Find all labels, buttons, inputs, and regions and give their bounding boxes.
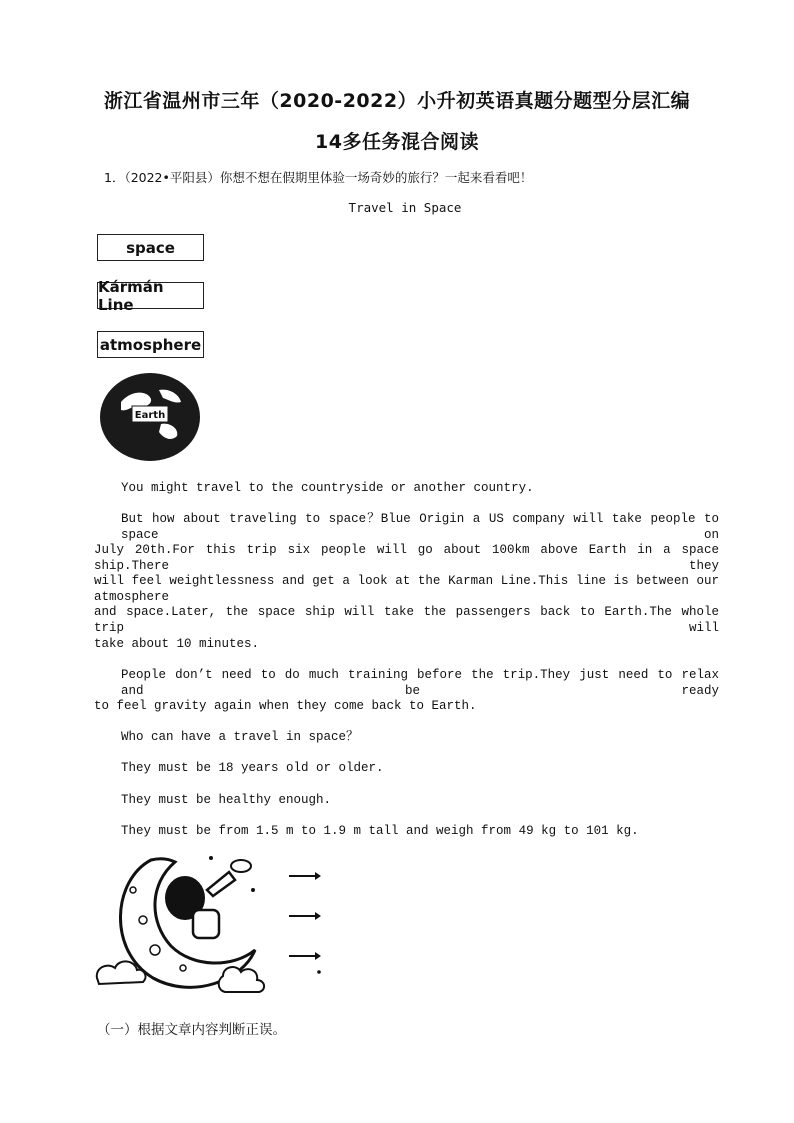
- passage-line: People don’t need to do much training before the trip.They just need to relax and be ready: [121, 668, 719, 698]
- passage-line: July 20th.For this trip six people will go about 100km above Earth in a space ship.There they: [94, 543, 719, 573]
- term-box-karman-line: Kármán Line: [97, 282, 204, 309]
- term-box-space: space: [97, 234, 204, 261]
- passage-line: Who can have a travel in space？: [121, 730, 359, 744]
- passage-line: They must be 18 years old or older.: [121, 761, 384, 775]
- term-box-atmosphere: atmosphere: [97, 331, 204, 358]
- passage-line: They must be from 1.5 m to 1.9 m tall and weigh from 49 kg to 101 kg.: [121, 824, 639, 838]
- page-subtitle: 14多任务混合阅读: [315, 131, 479, 153]
- question-prompt: 1．（2022•平阳县）你想不想在假期里体验一场奇妙的旅行？一起来看看吧！: [104, 170, 533, 185]
- section-heading: （一）根据文章内容判断正误。: [97, 1022, 286, 1038]
- earth-illustration: [99, 372, 201, 462]
- page-title: 浙江省温州市三年（2020-2022）小升初英语真题分题型分层汇编: [103, 90, 691, 112]
- moon-astronaut-illustration: [93, 850, 323, 1000]
- passage-line: take about 10 minutes.: [94, 637, 260, 651]
- passage-line: They must be healthy enough.: [121, 793, 332, 807]
- passage-line: But how about traveling to space？Blue Origin a US company will take people to space on: [121, 512, 719, 542]
- passage-line: and space.Later, the space ship will take the passengers back to Earth.The whole trip will: [94, 605, 719, 635]
- passage-line: will feel weightlessness and get a look at the Karman Line.This line is between our atmosphere: [94, 574, 719, 604]
- passage-line: You might travel to the countryside or another country.: [121, 481, 534, 495]
- passage-line: to feel gravity again when they come back to Earth.: [94, 699, 477, 713]
- earth-label: Earth: [134, 410, 166, 421]
- passage-title: Travel in Space: [348, 200, 462, 215]
